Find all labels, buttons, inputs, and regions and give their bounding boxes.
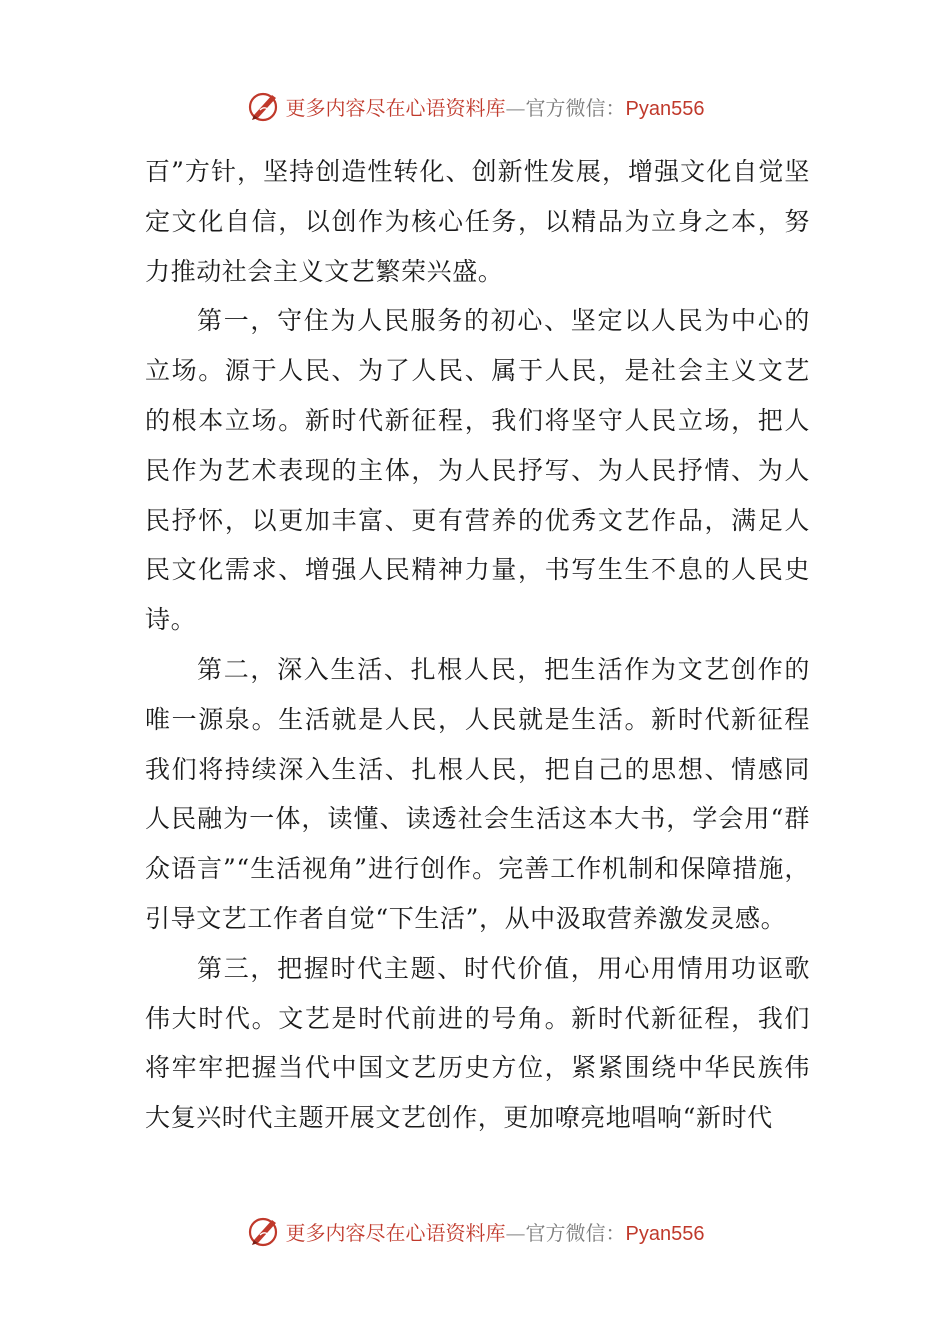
pen-circle-logo-icon (246, 1213, 282, 1249)
paragraph-3: 第二，深入生活、扎根人民，把生活作为文艺创作的唯一源泉。生活就是人民，人民就是生活。新时代新征程我们将持续深入生活、扎根人民，把自己的思想、情感同人民融为一体，读懂、读透社会生活这本大书，学会用“群众语言”“生活视角”进行创作。完善工作机制和保障措施，引导文艺工作者自觉“下生活”，从中汲取营养激发灵感。 (145, 654, 810, 933)
watermark-label: 官方微信： (525, 1220, 626, 1245)
paragraph-2: 第一，守住为人民服务的初心、坚定以人民为中心的立场。源于人民、为了人民、属于人民，是社会主义文艺的根本立场。新时代新征程，我们将坚守人民立场，把人民作为艺术表现的主体，为人民抒写、为人民抒情、为人民抒怀，以更加丰富、更有营养的优秀文艺作品，满足人民文化需求、增强人民精神力量，书写生生不息的人民史诗。 (145, 306, 810, 635)
watermark-separator: — (505, 95, 526, 120)
paragraph-1: 百”方针，坚持创造性转化、创新性发展，增强文化自觉坚定文化自信，以创作为核心任务，以精品为立身之本，努力推动社会主义文艺繁荣兴盛。 (145, 157, 810, 286)
watermark-id: Pyan556 (625, 97, 705, 120)
watermark-text (286, 1217, 705, 1246)
document-body (145, 147, 810, 1143)
watermark-separator: — (505, 1220, 526, 1245)
paragraph-4: 第三，把握时代主题、时代价值，用心用情用功讴歌伟大时代。文艺是时代前进的号角。新时代新征程，我们将牢牢把握当代中国文艺历史方位，紧紧围绕中华民族伟大复兴时代主题开展文艺创作，更加嘹亮地唱响“新时代 (145, 953, 810, 1133)
watermark-main-text: 更多内容尽在心语资料库 (285, 95, 506, 120)
watermark-text (286, 92, 705, 121)
header-watermark (0, 86, 950, 126)
watermark-label: 官方微信： (525, 95, 626, 120)
watermark-id: Pyan556 (625, 1222, 705, 1245)
pen-circle-logo-icon (246, 88, 282, 124)
footer-watermark (0, 1211, 950, 1251)
watermark-main-text: 更多内容尽在心语资料库 (285, 1220, 506, 1245)
